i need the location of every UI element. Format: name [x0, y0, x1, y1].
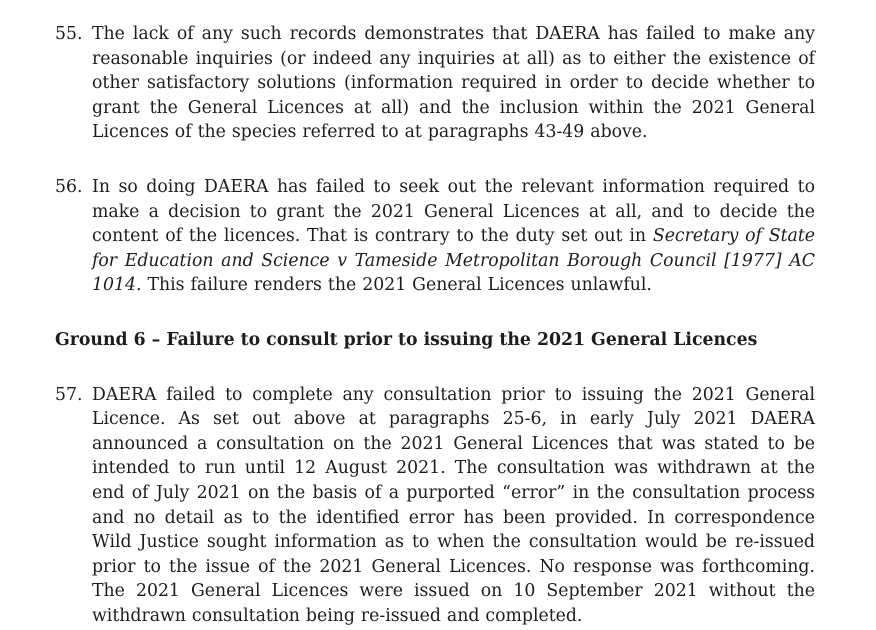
paragraph-56-segment-3: This failure renders the 2021 General Licences unlawful.: [141, 275, 652, 296]
paragraph-56: [55, 175, 815, 298]
paragraph-56-number: 56.: [55, 176, 83, 197]
paragraph-57-text: DAERA failed to complete any consultation prior to issuing the 2021 General Licence. As set out above at paragraphs 25-6, in early July 2021 DAERA announced a consultation on the 2021 General Licences that was stated to be intended to run until 12 August 2021. The consultation was withdrawn at the end of July 2021 on the basis of a purported “error” in the consultation process and no detail as to the identified error has been provided. In correspondence Wild Justice sought information as to when the consultation would be re-issued prior to the issue of the 2021 General Licences. No response was forthcoming. The 2021 General Licences were issued on 10 September 2021 without the withdrawn consultation being re-issued and completed.: [92, 384, 815, 626]
paragraph-56-segment-1: In so doing DAERA has failed to seek out the relevant information required to make a decision to grant the 2021 General Licences at all, and to decide the content of the licences. That is contrary to the duty set out in: [92, 176, 815, 247]
paragraph-55-text: The lack of any such records demonstrates that DAERA has failed to make any reasonable inquiries (or indeed any inquiries at all) as to either the existence of other satisfactory solutions (information required in order to decide whether to grant the General Licences at all) and the inclusion within the 2021 General Licences of the species referred to at paragraphs 43-49 above.: [92, 24, 815, 143]
paragraph-57-number: 57.: [55, 384, 83, 405]
paragraph-56-text: [92, 175, 815, 298]
ground-6-heading: Ground 6 – Failure to consult prior to issuing the 2021 General Licences: [55, 329, 758, 350]
paragraph-55: [55, 22, 815, 145]
paragraph-55-number: 55.: [55, 24, 83, 44]
case-citation: Secretary of State for Education and Science v Tameside Metropolitan Borough Council [1977] AC 1014.: [92, 226, 815, 296]
paragraph-57: [55, 383, 815, 629]
